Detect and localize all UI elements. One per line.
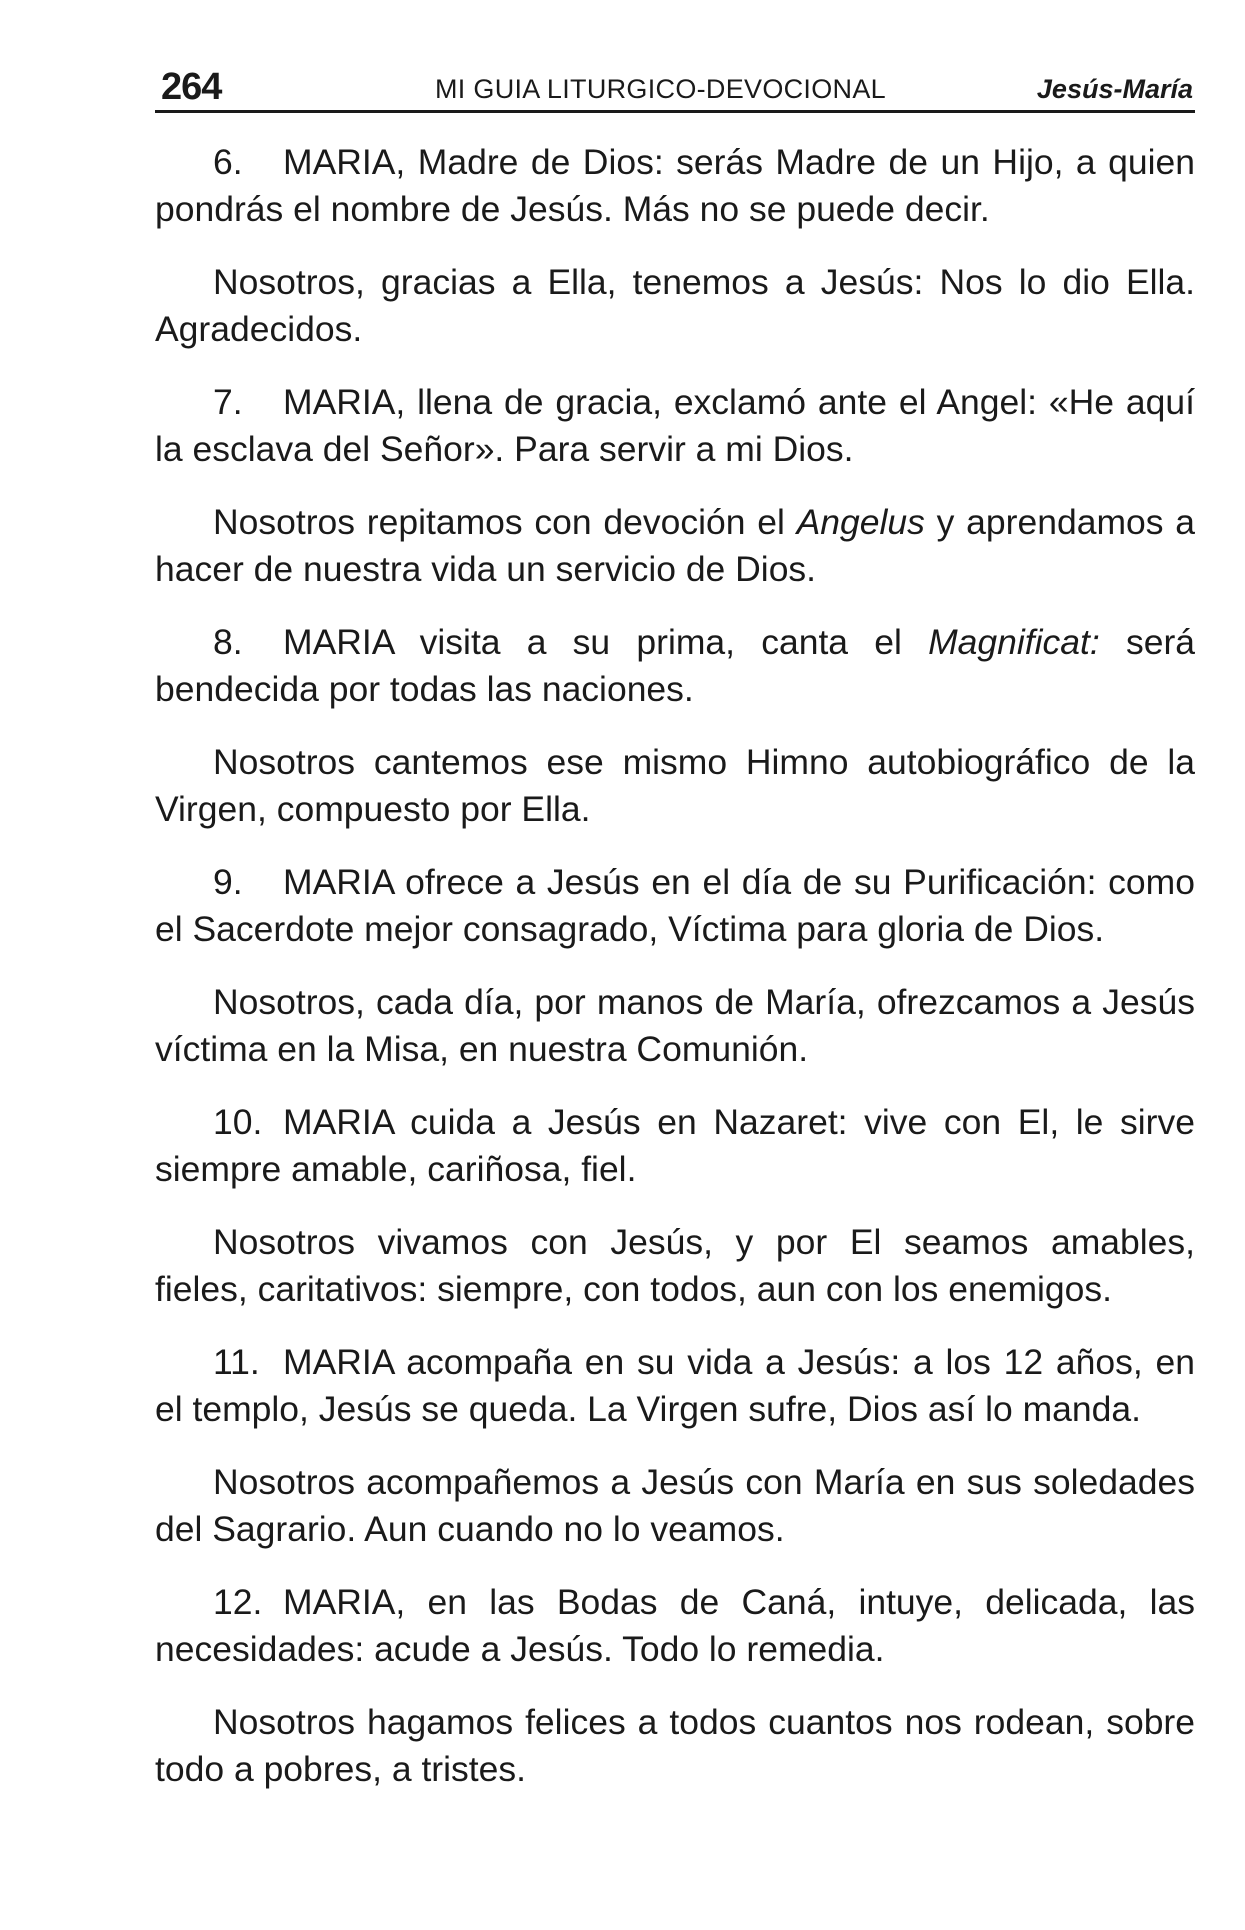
reflection-text: y aprendamos a hacer de nuestra vida un servicio de Dios. <box>155 502 1195 589</box>
reflection-6: Nosotros, gracias a Ella, tenemos a Jesús: Nos lo dio Ella. Agradecidos. <box>155 262 1195 349</box>
mystery-text: MARIA cuida a Jesús en Nazaret: vive con El, le sirve siempre amable, cariñosa, fiel. <box>155 1102 1195 1189</box>
reflection-8: Nosotros cantemos ese mismo Himno autobiográfico de la Virgen, compuesto por Ella. <box>155 742 1195 829</box>
mystery-7 <box>155 379 1195 473</box>
item-number: 6. <box>213 142 243 182</box>
item-number: 10. <box>213 1102 263 1142</box>
mystery-9 <box>155 859 1195 953</box>
reflection-7 <box>155 499 1195 593</box>
book-page <box>155 60 1195 1819</box>
page-number: 264 <box>161 66 222 108</box>
mystery-6 <box>155 139 1195 233</box>
item-number: 8. <box>213 622 243 662</box>
item-number: 9. <box>213 862 243 902</box>
mystery-12 <box>155 1579 1195 1673</box>
mystery-11 <box>155 1339 1195 1433</box>
angelus-title: Angelus <box>796 502 925 542</box>
mystery-text: MARIA acompaña en su vida a Jesús: a los 12 años, en el templo, Jesús se queda. La Virgen sufre, Dios así lo manda. <box>155 1342 1195 1429</box>
running-head <box>155 60 1195 113</box>
reflection-9: Nosotros, cada día, por manos de María, ofrezcamos a Jesús víctima en la Misa, en nuestra Comunión. <box>155 982 1195 1069</box>
mystery-10 <box>155 1099 1195 1193</box>
section-title: Jesús-María <box>1036 74 1193 104</box>
reflection-10: Nosotros vivamos con Jesús, y por El seamos amables, fieles, caritativos: siempre, con todos, aun con los enemigos. <box>155 1222 1195 1309</box>
item-number: 12. <box>213 1582 263 1622</box>
item-number: 11. <box>213 1342 260 1382</box>
body-text <box>155 139 1195 1793</box>
reflection-12: Nosotros hagamos felices a todos cuantos nos rodean, sobre todo a pobres, a tristes. <box>155 1702 1195 1789</box>
mystery-text: MARIA, llena de gracia, exclamó ante el Angel: «He aquí la esclava del Señor». Para servir a mi Dios. <box>155 382 1195 469</box>
reflection-text: Nosotros repitamos con devoción el <box>213 502 797 542</box>
mystery-text: MARIA visita a su prima, canta el <box>283 622 929 662</box>
mystery-text: MARIA, Madre de Dios: serás Madre de un Hijo, a quien pondrás el nombre de Jesús. Más no se puede decir. <box>155 142 1195 229</box>
mystery-text: será bendecida por todas las naciones. <box>155 622 1196 709</box>
mystery-text: MARIA ofrece a Jesús en el día de su Purificación: como el Sacerdote mejor consagrado, Víctima para gloria de Dios. <box>155 862 1195 949</box>
mystery-text: MARIA, en las Bodas de Caná, intuye, delicada, las necesidades: acude a Jesús. Todo lo remedia. <box>155 1582 1195 1669</box>
reflection-11: Nosotros acompañemos a Jesús con María en sus soledades del Sagrario. Aun cuando no lo veamos. <box>155 1462 1195 1549</box>
magnificat-title: Magnificat: <box>928 622 1100 662</box>
item-number: 7. <box>213 382 243 422</box>
book-title: MI GUIA LITURGICO-DEVOCIONAL <box>435 74 886 104</box>
mystery-8 <box>155 619 1195 713</box>
